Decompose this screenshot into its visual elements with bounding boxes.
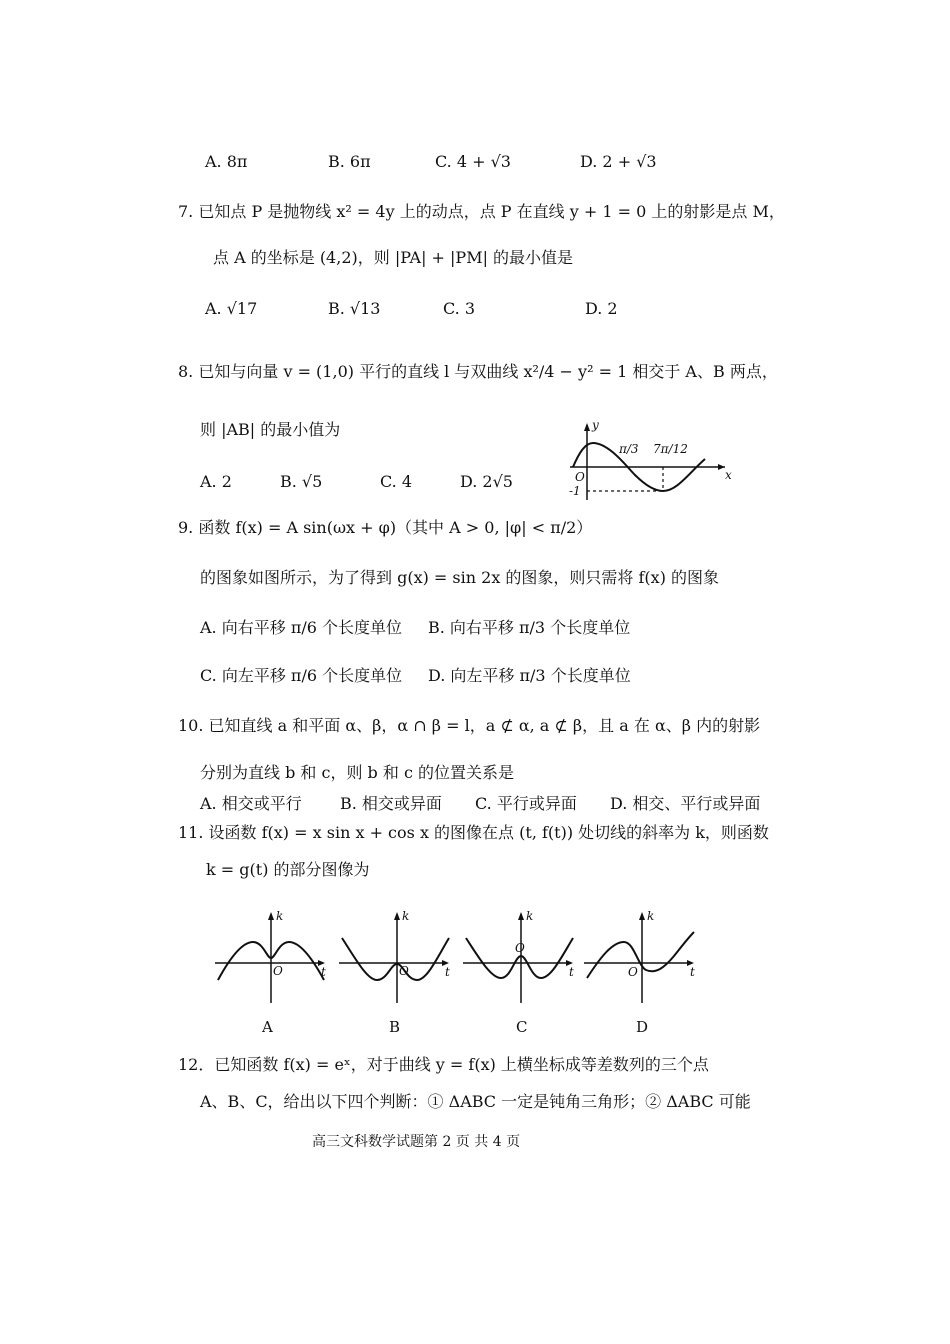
q10-option-c: C. 平行或异面 — [475, 794, 577, 813]
k-axis-label: k — [526, 909, 534, 923]
q11-graph-c — [461, 908, 581, 1008]
q6-option-c: C. 4 + √3 — [435, 152, 511, 171]
x-axis-arrow-icon — [718, 464, 725, 470]
q8-option-a: A. 2 — [200, 472, 232, 491]
q8-option-b: B. √5 — [280, 472, 323, 491]
q7-option-b: B. √13 — [328, 299, 381, 318]
origin-label: O — [273, 964, 283, 978]
q6-option-b: B. 6π — [328, 152, 371, 171]
k-axis-label: k — [647, 909, 655, 923]
y-axis-arrow-icon — [639, 912, 645, 920]
q7-option-a: A. √17 — [205, 299, 258, 318]
origin-label: O — [575, 470, 585, 484]
origin-label: O — [515, 941, 525, 955]
q11-stem-line2: k = g(t) 的部分图像为 — [206, 860, 370, 879]
q8-stem-line1: 8. 已知与向量 v = (1,0) 平行的直线 l 与双曲线 x²/4 − y² = 1 相交于 A、B 两点， — [178, 362, 778, 381]
q9-option-a: A. 向右平移 π/6 个长度单位 — [200, 618, 402, 637]
q9-stem-line1: 9. 函数 f(x) = A sin(ωx + φ)（其中 A > 0, |φ| < π/2） — [178, 518, 593, 537]
x-axis-label: x — [725, 468, 732, 482]
origin-label: O — [628, 965, 638, 979]
q9-option-c: C. 向左平移 π/6 个长度单位 — [200, 666, 403, 685]
y-axis-arrow-icon — [584, 423, 590, 431]
graph-d-curve — [587, 932, 694, 978]
q9-option-b: B. 向右平移 π/3 个长度单位 — [428, 618, 631, 637]
page-footer: 高三文科数学试题第 2 页 共 4 页 — [312, 1134, 521, 1150]
q8-option-c: C. 4 — [380, 472, 413, 491]
q12-stem-line2: A、B、C，给出以下四个判断：① ΔABC 一定是钝角三角形；② ΔABC 可能 — [200, 1092, 751, 1111]
q11-graph-label-d: D — [636, 1018, 649, 1036]
q8-option-d: D. 2√5 — [460, 472, 513, 491]
k-axis-label: k — [402, 909, 410, 923]
q7-stem-line1: 7. 已知点 P 是抛物线 x² = 4y 上的动点，点 P 在直线 y + 1 = 0 上的射影是点 M， — [178, 202, 785, 221]
q7-option-c: C. 3 — [443, 299, 476, 318]
t-axis-label: t — [569, 965, 574, 979]
q11-stem-line1: 11. 设函数 f(x) = x sin x + cos x 的图像在点 (t, f(t)) 处切线的斜率为 k，则函数 — [178, 823, 769, 842]
tick-pi-over-3: π/3 — [619, 442, 639, 456]
graph-b-curve — [342, 938, 449, 980]
minus-one-label: -1 — [569, 484, 581, 498]
t-axis-label: t — [321, 965, 326, 979]
t-axis-label: t — [690, 965, 695, 979]
q11-graph-d — [582, 908, 702, 1008]
q6-option-d: D. 2 + √3 — [580, 152, 657, 171]
y-axis-arrow-icon — [268, 912, 274, 920]
q7-option-d: D. 2 — [585, 299, 618, 318]
y-axis-label: y — [592, 418, 599, 432]
q11-graph-label-a: A — [262, 1018, 273, 1036]
q10-option-a: A. 相交或平行 — [200, 794, 302, 813]
q10-stem-line2: 分别为直线 b 和 c，则 b 和 c 的位置关系是 — [200, 763, 515, 782]
q10-stem-line1: 10. 已知直线 a 和平面 α、β，α ∩ β = l，a ⊄ α, a ⊄ β，且 a 在 α、β 内的射影 — [178, 716, 761, 735]
q8-stem-line2: 则 |AB| 的最小值为 — [200, 420, 341, 439]
q11-graph-label-c: C — [516, 1018, 528, 1036]
q9-stem-line2: 的图象如图所示，为了得到 g(x) = sin 2x 的图象，则只需将 f(x) 的图象 — [200, 568, 720, 587]
q10-option-b: B. 相交或异面 — [340, 794, 442, 813]
k-axis-label: k — [276, 909, 284, 923]
y-axis-arrow-icon — [518, 912, 524, 920]
q11-graph-b — [337, 908, 457, 1008]
origin-label: O — [399, 964, 409, 978]
q12-stem-line1: 12．已知函数 f(x) = eˣ，对于曲线 y = f(x) 上横坐标成等差数列的三个点 — [178, 1055, 709, 1074]
q10-option-d: D. 相交、平行或异面 — [610, 794, 761, 813]
y-axis-arrow-icon — [394, 912, 400, 920]
q6-option-a: A. 8π — [205, 152, 248, 171]
q11-graph-a — [213, 908, 333, 1008]
q9-option-d: D. 向左平移 π/3 个长度单位 — [428, 666, 631, 685]
t-axis-label: t — [445, 965, 450, 979]
q9-sine-graph — [565, 415, 735, 505]
q11-graph-label-b: B — [389, 1018, 401, 1036]
q7-stem-line2: 点 A 的坐标是 (4,2)，则 |PA| + |PM| 的最小值是 — [213, 248, 574, 267]
tick-7pi-over-12: 7π/12 — [653, 442, 688, 456]
